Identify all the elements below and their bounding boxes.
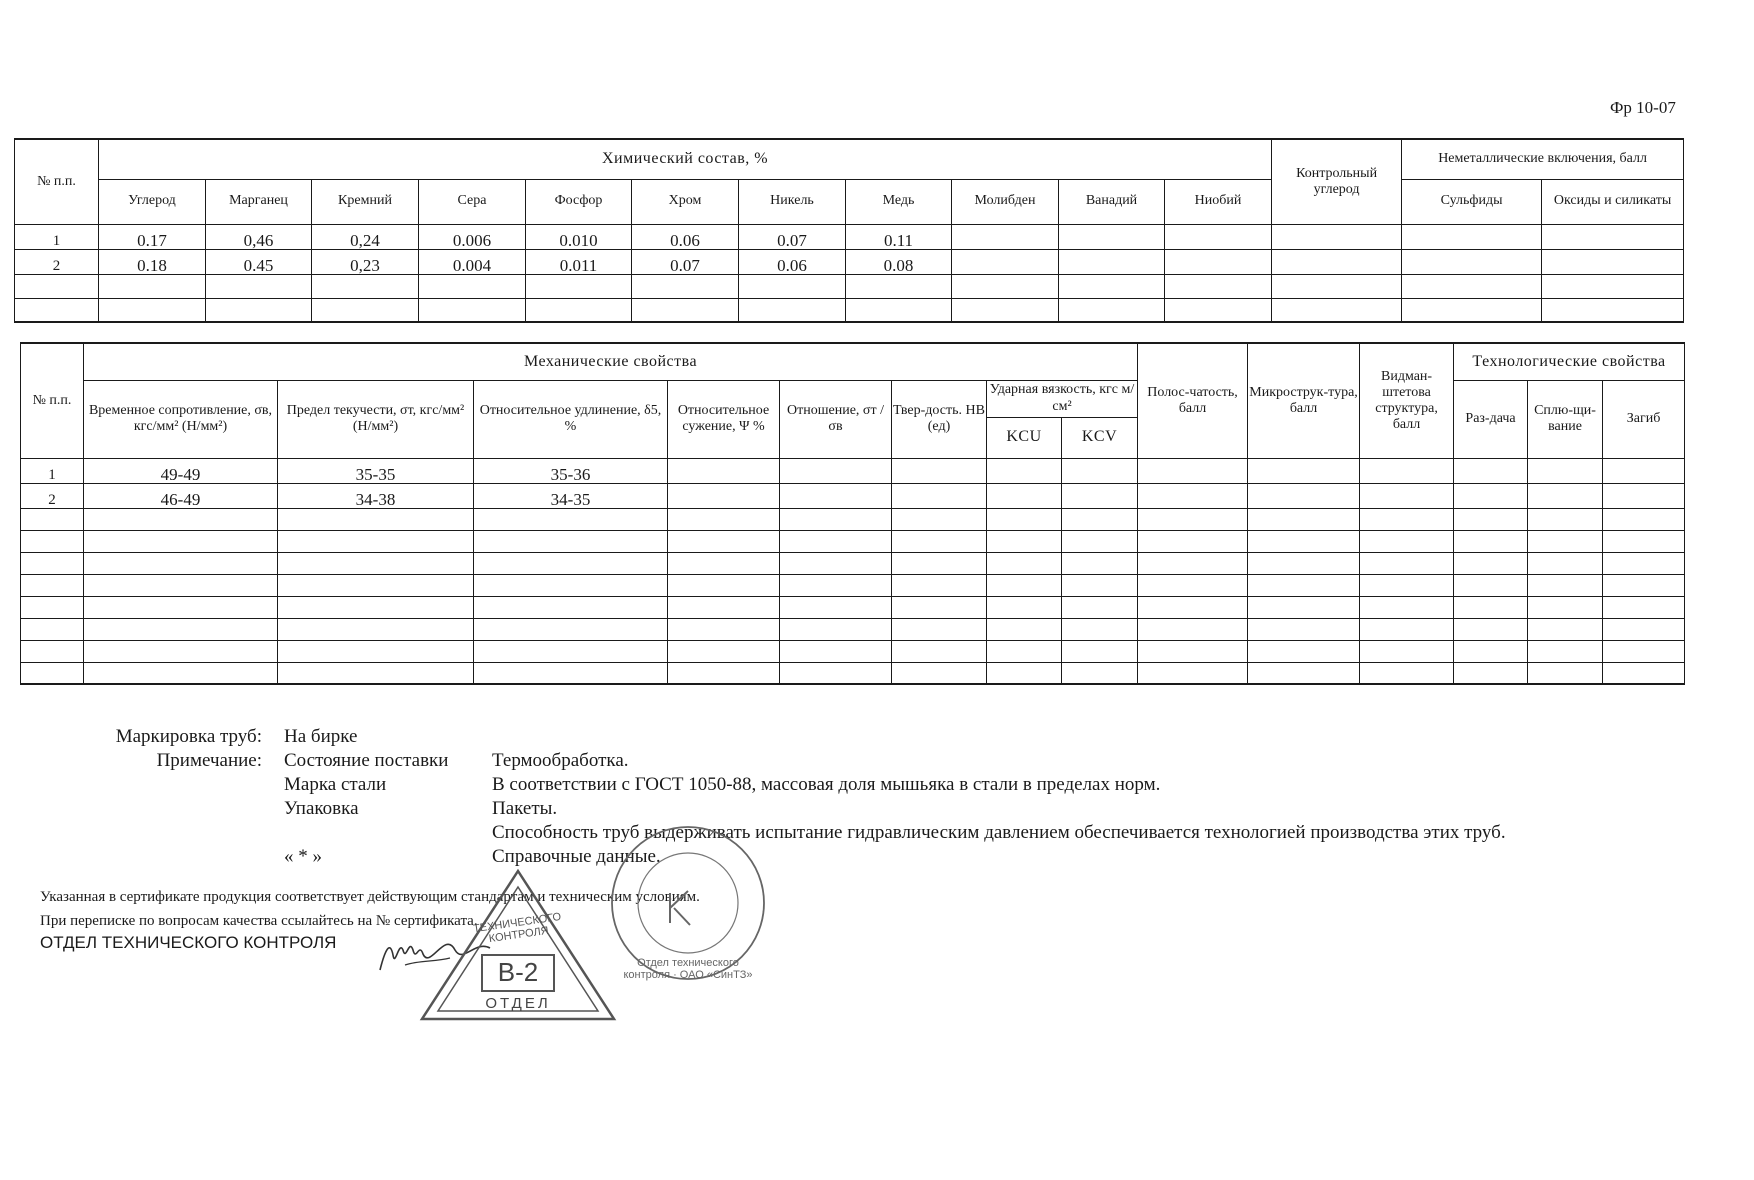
element-header: Углерод <box>99 179 206 224</box>
remark-label: Примечание: <box>156 750 262 771</box>
mech-title: Механические свойства <box>84 343 1138 380</box>
table-cell <box>1272 249 1402 274</box>
table-row-empty <box>21 530 1685 552</box>
table-row <box>15 249 1684 274</box>
note-item-value: Термообработка. <box>492 750 629 771</box>
hardness-header: Твер-дость. НВ (ед) <box>892 380 987 458</box>
round-stamp-text: Отдел технического контроля · ОАО «СинТЗ» <box>623 957 753 981</box>
element-header: Ниобий <box>1165 179 1272 224</box>
inclusions-header: Неметаллические включения, балл <box>1402 139 1684 179</box>
note-item-value: Способность труб выдерживать испытание гидравлическим давлением обеспечивается технологией производства этих труб. <box>492 822 1506 843</box>
banding-header: Полос-чатость, балл <box>1138 343 1248 458</box>
element-header: Хром <box>632 179 739 224</box>
flattening-header: Сплю-щи-вание <box>1528 380 1603 458</box>
element-header: Сера <box>419 179 526 224</box>
yield-header: Предел текучести, σт, кгс/мм² (Н/мм²) <box>278 380 474 458</box>
note-item-label <box>284 822 492 846</box>
table-row-empty <box>15 298 1684 322</box>
row-number: 1 <box>15 224 99 249</box>
table-cell <box>1272 224 1402 249</box>
element-header: Ванадий <box>1059 179 1165 224</box>
mechanical-properties-table <box>20 342 1685 685</box>
table-cell: 0.06 <box>632 224 739 249</box>
quality-stamp-round <box>608 823 768 983</box>
table-cell: 46-49 <box>84 483 278 508</box>
note-item-label: Состояние поставки <box>284 750 449 771</box>
table-row-empty <box>21 574 1685 596</box>
form-number: Фр 10-07 <box>1610 98 1676 117</box>
ratio-header: Отношение, σт /σв <box>780 380 892 458</box>
department-title: ОТДЕЛ ТЕХНИЧЕСКОГО КОНТРОЛЯ <box>40 933 337 952</box>
row-number: 2 <box>15 249 99 274</box>
table-row <box>21 458 1685 483</box>
table-cell: 0.06 <box>739 249 846 274</box>
table-cell <box>1165 224 1272 249</box>
kcu-header: KCU <box>987 417 1062 458</box>
note-item-value: В соответствии с ГОСТ 1050-88, массовая доля мышьяка в стали в пределах норм. <box>492 774 1161 795</box>
microstructure-header: Микрострук-тура, балл <box>1248 343 1360 458</box>
note-item-label: Марка стали <box>284 774 387 795</box>
table-row-empty <box>21 596 1685 618</box>
chem-col-num-header: № п.п. <box>15 139 99 224</box>
table-cell: 0.17 <box>99 224 206 249</box>
note-item-value: Справочные данные. <box>492 846 661 867</box>
table-cell: 0.07 <box>632 249 739 274</box>
table-cell <box>1165 249 1272 274</box>
table-row-empty <box>21 662 1685 684</box>
mech-col-num-header: № п.п. <box>21 343 84 458</box>
notes-block <box>90 726 1690 870</box>
element-header: Марганец <box>206 179 312 224</box>
table-cell <box>1402 249 1542 274</box>
oxides-header: Оксиды и силикаты <box>1542 179 1684 224</box>
element-header: Медь <box>846 179 952 224</box>
table-row-empty <box>21 552 1685 574</box>
table-cell <box>1542 224 1684 249</box>
table-row-empty <box>21 618 1685 640</box>
stamp-code: В-2 <box>497 957 539 987</box>
stamp-text: ТЕХНИЧЕСКОГО КОНТРОЛЯ <box>472 910 562 946</box>
row-number: 1 <box>21 458 84 483</box>
table-cell: 0,24 <box>312 224 419 249</box>
table-cell: 34-38 <box>278 483 474 508</box>
table-cell: 0.45 <box>206 249 312 274</box>
note-item-value: Пакеты. <box>492 798 558 819</box>
table-row-empty <box>21 508 1685 530</box>
chemical-composition-table <box>14 138 1684 323</box>
note-item-label: Упаковка <box>284 798 359 819</box>
table-cell: 0.006 <box>419 224 526 249</box>
table-cell <box>952 224 1059 249</box>
row-number: 2 <box>21 483 84 508</box>
table-cell: 0.18 <box>99 249 206 274</box>
table-cell <box>1059 249 1165 274</box>
contraction-header: Относительное сужение, Ψ % <box>668 380 780 458</box>
correspondence-text: При переписке по вопросам качества ссылайтесь на № сертификата. <box>40 913 478 929</box>
table-cell: 0.08 <box>846 249 952 274</box>
widmanstatten-header: Видман-штетова структура, балл <box>1360 343 1454 458</box>
element-header: Фосфор <box>526 179 632 224</box>
table-row-empty <box>21 640 1685 662</box>
table-cell: 0,23 <box>312 249 419 274</box>
table-cell <box>1542 249 1684 274</box>
impact-header: Ударная вязкость, кгс м/см² <box>987 380 1138 417</box>
table-cell: 0,46 <box>206 224 312 249</box>
kcv-header: KCV <box>1062 417 1138 458</box>
element-header: Молибден <box>952 179 1059 224</box>
table-row <box>21 483 1685 508</box>
table-cell: 49-49 <box>84 458 278 483</box>
table-cell: 35-35 <box>278 458 474 483</box>
element-header: Никель <box>739 179 846 224</box>
table-cell: 35-36 <box>474 458 668 483</box>
table-cell: 0.004 <box>419 249 526 274</box>
control-carbon-header: Контрольный углерод <box>1272 139 1402 224</box>
table-row <box>15 224 1684 249</box>
table-cell: 0.011 <box>526 249 632 274</box>
table-row-empty <box>15 274 1684 298</box>
table-cell: 0.11 <box>846 224 952 249</box>
quality-stamp-triangle <box>418 865 618 1025</box>
marking-value: На бирке <box>284 726 358 747</box>
table-cell <box>1059 224 1165 249</box>
bending-header: Загиб <box>1603 380 1685 458</box>
table-cell: 0.07 <box>739 224 846 249</box>
table-cell: 34-35 <box>474 483 668 508</box>
note-item-label: « * » <box>284 846 322 867</box>
sulfides-header: Сульфиды <box>1402 179 1542 224</box>
stamp-bottom: ОТДЕЛ <box>485 995 551 1012</box>
elongation-header: Относительное удлинение, δ5, % <box>474 380 668 458</box>
tech-title: Технологические свойства <box>1454 343 1685 380</box>
flaring-header: Раз-дача <box>1454 380 1528 458</box>
tensile-header: Временное сопротивление, σв, кгс/мм² (Н/мм²) <box>84 380 278 458</box>
chem-title: Химический состав, % <box>99 139 1272 179</box>
marking-label: Маркировка труб: <box>115 726 262 747</box>
compliance-text: Указанная в сертификате продукция соответствует действующим стандартам и техническим условиям. <box>40 889 700 905</box>
table-cell: 0.010 <box>526 224 632 249</box>
table-cell <box>1402 224 1542 249</box>
element-header: Кремний <box>312 179 419 224</box>
table-cell <box>952 249 1059 274</box>
